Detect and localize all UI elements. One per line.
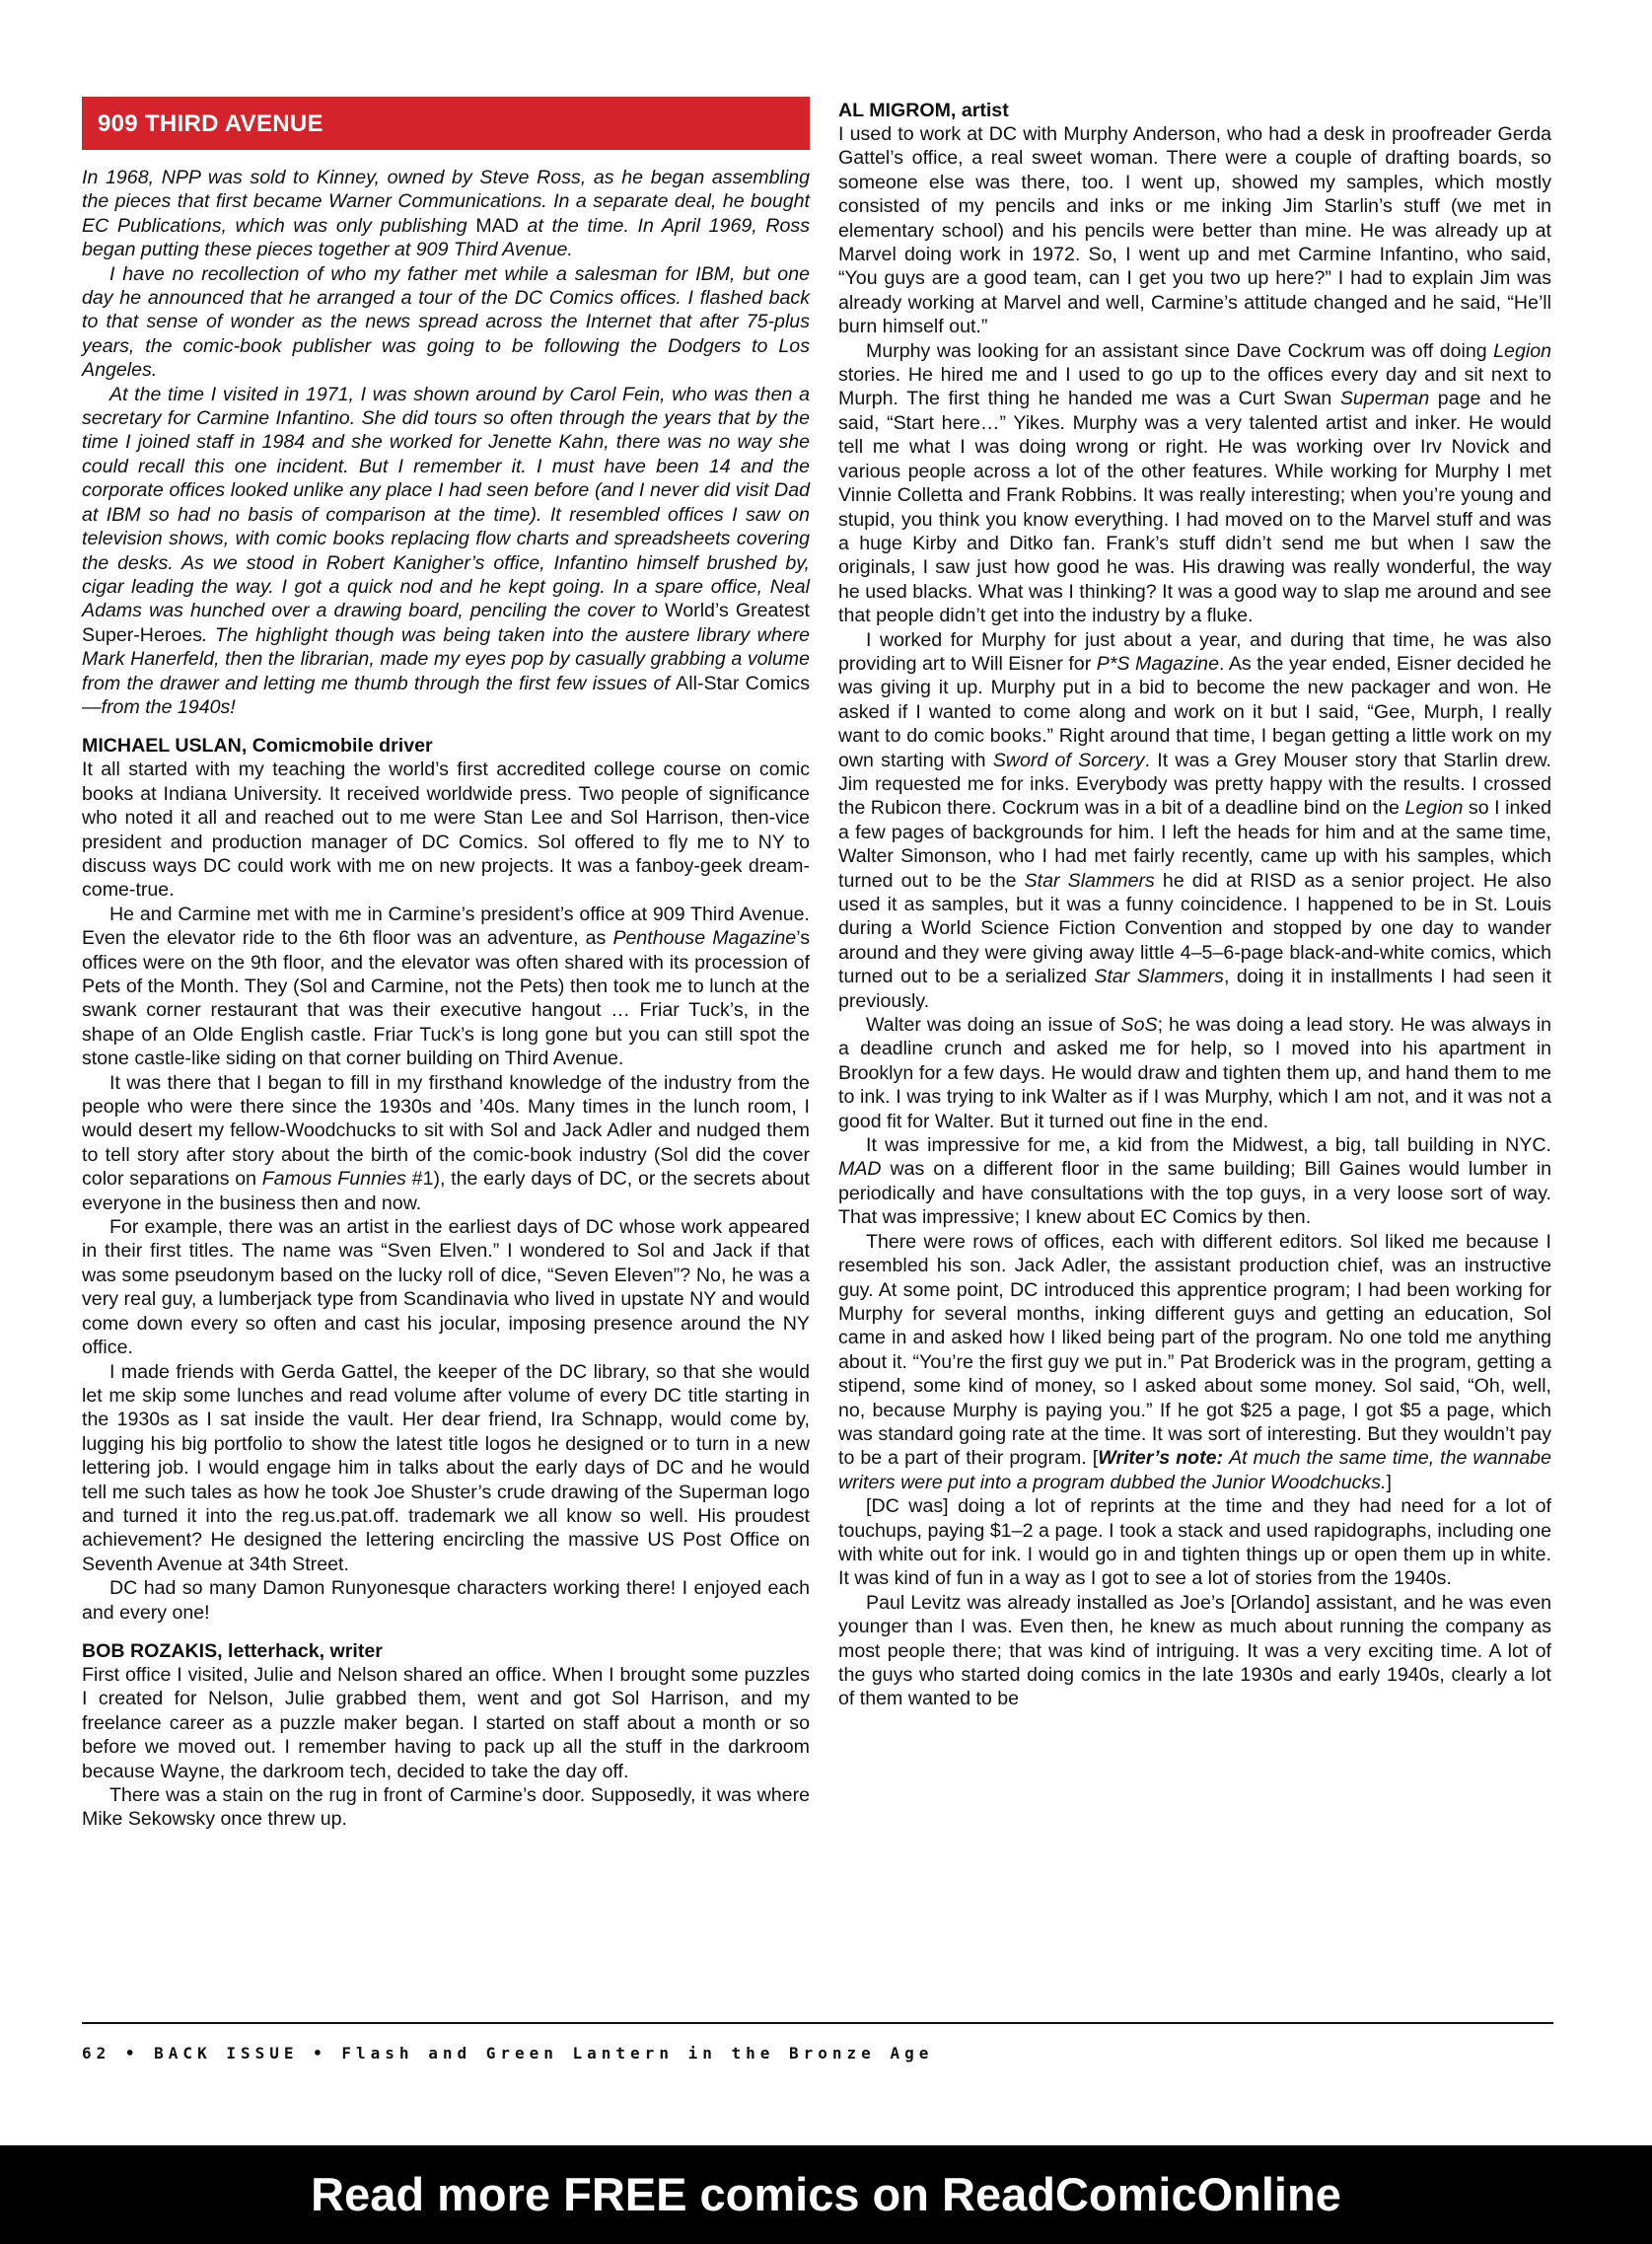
uslan-paragraph: It was there that I began to fill in my firsthand knowledge of the industry from the people who were there since the 1930s and ’40s. Many times in the lunch room, I would desert my fellow-Woodchucks to sit with Sol and Jack Adler and nudged them to tell story after story about the birth of the comic-book industry (Sol did the cover color separations on Famous Funnies #1), the early days of DC, or the secrets about everyone in the business then and now. bbox=[82, 1071, 810, 1214]
emphasized-title: World’s Greatest Super-Heroes bbox=[82, 600, 810, 646]
uslan-paragraph: For example, there was an artist in the earliest days of DC whose work appeared in their first titles. The name was “Sven Elven.” I wondered to Sol and Jack if that was some pseudonym based on the lucky roll of dice, “Seven Eleven”? No, he was a very real guy, a lumberjack type from Scandinavia who lived in upstate NY and would come down every so often and cast his jocular, imposing presence around the NY office. bbox=[82, 1216, 810, 1359]
intro-paragraph: At the time I visited in 1971, I was shown around by Carol Fein, who was then a secretary for Carmine Infantino. She did tours so often through the years that by the time I joined staff in 1984 and she worked for Jenette Kahn, there was no way she could recall this one incident. But I remember it. I must have been 14 and the corporate offices looked unlike any place I had seen before (and I never did visit Dad at IBM so had no basis of comparison at the time). It resembled offices I saw on television shows, with comic books replacing flow charts and spreadsheets covering the desks. As we stood in Robert Kanigher’s office, Infantino himself brushed by, cigar leading the way. I got a quick nod and he kept going. In a spare office, Neal Adams was hunched over a drawing board, penciling the cover to World’s Greatest Super-Heroes. The highlight though was being taken into the austere library where Mark Hanerfeld, then the librarian, made my eyes pop by casually grabbing a volume from the drawer and letting me thumb through the first few issues of All-Star Comics—from the 1940s! bbox=[82, 383, 810, 718]
migrom-paragraph: There were rows of offices, each with different editors. Sol liked me because I resembled his son. Jack Adler, the assistant production chief, was an instructive guy. At some point, DC introduced this apprentice program; I had been working for Murphy for several months, inking different guys and getting an education, Sol came in and asked how I liked being part of the program. No one told me anything about it. “You’re the first guy we put in.” Pat Broderick was in the program, getting a stipend, some kind of money, so I asked about some money. Sol said, “Oh, well, no, because Murphy is paying you.” If he got $25 a page, I got $5 a page, which was standard going rate at the time. It was sort of interesting. But they wouldn’t pay to be a part of their program. [Writer’s note: At much the same time, the wannabe writers were put into a program dubbed the Junior Woodchucks.] bbox=[838, 1230, 1551, 1493]
rozakis-paragraph: There was a stain on the rug in front of Carmine’s door. Supposedly, it was where Mike Sekowsky once threw up. bbox=[82, 1784, 810, 1831]
emphasized-title: Superman bbox=[1339, 388, 1430, 410]
emphasized-title: P*S Magazine bbox=[1096, 652, 1219, 675]
emphasized-title: MAD bbox=[475, 214, 519, 237]
migrom-paragraph: Walter was doing an issue of SoS; he was doing a lead story. He was always in a deadline crunch and asked me for help, so I moved into his apartment in Brooklyn for a few days. He would draw and tighten them up, and hand them to me to ink. I was trying to ink Walter as if I was Murphy, which I am not, and it was not a good fit for Walter. But it turned out fine in the end. bbox=[838, 1014, 1551, 1132]
emphasized-title: Star Slammers bbox=[1024, 869, 1155, 892]
uslan-paragraph: He and Carmine met with me in Carmine’s president’s office at 909 Third Avenue. Even the elevator ride to the 6th floor was an adventure, as Penthouse Magazine’s offices were on the 9th floor, and the elevator was often shared with its procession of Pets of the Month. They (Sol and Carmine, not the Pets) then took me to lunch at the swank corner restaurant that was their executive hangout … Friar Tuck’s, in the shape of an Olde English castle. Friar Tuck’s is long gone but you can still spot the stone castle-like siding on that corner building on Third Avenue. bbox=[82, 903, 810, 1070]
emphasized-title: MAD bbox=[838, 1158, 882, 1181]
uslan-paragraph: DC had so many Damon Runyonesque characters working there! I enjoyed each and every one! bbox=[82, 1577, 810, 1624]
migrom-paragraph: [DC was] doing a lot of reprints at the time and they had need for a lot of touchups, paying $1–2 a page. I took a stack and used rapidographs, including one with white out for ink. I would go in and tighten things up or open them up in white. It was kind of fun in a way as I got to see a lot of stories from the 1940s. bbox=[838, 1495, 1551, 1590]
migrom-paragraph: I worked for Murphy for just about a year, and during that time, he was also providing art to Will Eisner for P*S Magazine. As the year ended, Eisner decided he was giving it up. Murphy put in a bid to become the new packager and won. He asked if I wanted to come along and work on it but I said, “Gee, Murph, I really want to do comic books.” Right around that time, I began getting a little work on my own starting with Sword of Sorcery. It was a Grey Mouser story that Starlin drew. Jim requested me for inks. Everybody was pretty happy with the results. I crossed the Rubicon there. Cockrum was in a bit of a deadline bind on the Legion so I inked a few pages of backgrounds for him. I left the heads for him and at the same time, Walter Simonson, who I had met fairly recently, came up with his samples, which turned out to be the Star Slammers he did at RISD as a senior project. He also used it as samples, but it was a funny coincidence. I happened to be in St. Louis during a World Science Fiction Convention and stopped by one day to wander around and they were giving away little 4–5–6-page black-and-white comics, which turned out to be a serialized Star Slammers, doing it in installments I had seen it previously. bbox=[838, 628, 1552, 1012]
migrom-paragraph: Murphy was looking for an assistant since Dave Cockrum was off doing Legion stories. He hired me and I used to go up to the offices every day and sit next to Murph. The first thing he handed me was a Curt Swan Superman page and he said, “Start here…” Yikes. Murphy was a very talented artist and inker. He would tell me what I was doing wrong or right. He was working over Irv Novick and various people across a lot of the other features. While working for Murphy I met Vinnie Colletta and Frank Robbins. It was really interesting; when you’re young and stupid, you think you know everything. I had moved on to the Marvel stuff and was a huge Kirby and Ditko fan. Frank’s stuff didn’t send me but when I saw the originals, I saw just how good he was. His drawing was really wonderful, the way he used blacks. What was I thinking? It was a good way to slap me around and see that people didn’t get into the industry by a fluke. bbox=[838, 339, 1552, 627]
uslan-paragraph: It all started with my teaching the world’s first accredited college course on comic books at Indiana University. It received worldwide press. Two people of significance who noted it all and reached out to me were Stan Lee and Sol Harrison, then-vice president and production manager of DC Comics. Sol offered to fly me to NY to discuss ways DC could work with me on new projects. It was a fanboy-geek dream-come-true. bbox=[82, 759, 810, 902]
migrom-paragraph: It was impressive for me, a kid from the Midwest, a big, tall building in NYC. MAD was on a different floor in the same building; Bill Gaines would lumber in periodically and have consultations with the top guys, in a very loose sort of way. That was impressive; I knew about EC Comics by then. bbox=[838, 1134, 1551, 1229]
promo-banner[interactable]: Read more FREE comics on ReadComicOnline bbox=[0, 2145, 1652, 2244]
emphasized-title: Star Slammers bbox=[1094, 966, 1224, 988]
emphasized-title: At much the same time, the wannabe writers were put into a program dubbed the Junior Woodchucks. bbox=[838, 1447, 1551, 1493]
emphasized-title: Writer’s note: bbox=[1098, 1447, 1224, 1470]
intro-paragraph: I have no recollection of who my father met while a salesman for IBM, but one day he announced that he arranged a tour of the DC Comics offices. I flashed back to that sense of wonder as the news spread across the Internet that after 75-plus years, the comic-book publisher was going to be following the Dodgers to Los Angeles. bbox=[82, 262, 810, 382]
migrom-paragraph: Paul Levitz was already installed as Joe’s [Orlando] assistant, and he was even younger than I was. Even then, he knew as much about running the company as most people there; that was kind of intriguing. It was a very exciting time. A lot of the guys who started doing comics in the late 1930s and early 1940s, clearly a lot of them wanted to be bbox=[838, 1591, 1551, 1710]
emphasized-title: Legion bbox=[1493, 339, 1551, 362]
emphasized-title: Legion bbox=[1404, 797, 1464, 820]
emphasized-title: Penthouse Magazine bbox=[612, 927, 797, 950]
left-column bbox=[82, 97, 810, 1832]
page-footer: 62 • BACK ISSUE • Flash and Green Lantern in the Bronze Age bbox=[82, 2044, 934, 2063]
speaker-uslan: MICHAEL USLAN, Comicmobile driver bbox=[82, 735, 433, 758]
emphasized-title: SoS bbox=[1120, 1014, 1158, 1037]
rozakis-paragraph: First office I visited, Julie and Nelson shared an office. When I brought some puzzles I created for Nelson, Julie grabbed them, went and got Sol Harrison, and my freelance career as a puzzle maker began. I started on staff about a month or so before we moved out. I remember having to pack up all the stuff in the darkroom because Wayne, the darkroom tech, decided to take the day off. bbox=[82, 1663, 810, 1782]
uslan-paragraph: I made friends with Gerda Gattel, the keeper of the DC library, so that she would let me skip some lunches and read volume after volume of every DC title starting in the 1930s as I sat inside the vault. Her dear friend, Ira Schnapp, would come by, lugging his big portfolio to show the latest title logos he designed or to turn in a new lettering job. I would engage him in talks about the early days of DC and he would tell me such tales as how he took Joe Shuster’s crude drawing of the Superman logo and turned it into the reg.us.pat.off. trademark we all know so well. His proudest achievement? He designed the lettering encircling the massive US Post Office on Seventh Avenue at 34th Street. bbox=[82, 1360, 810, 1575]
emphasized-title: All-Star Comics bbox=[676, 672, 810, 694]
intro-paragraph: In 1968, NPP was sold to Kinney, owned by Steve Ross, as he began assembling the pieces that first became Warner Communications. In a separate deal, he bought EC Publications, which was only publishing MAD at the time. In April 1969, Ross began putting these pieces together at 909 Third Avenue. bbox=[82, 167, 810, 261]
migrom-paragraph: I used to work at DC with Murphy Anderson, who had a desk in proofreader Gerda Gattel’s office, a real sweet woman. There were a couple of drafting boards, so someone else was there, too. I went up, showed my samples, which mostly consisted of my pencils and inks or me inking Jim Starlin’s stuff (we met in elementary school) and his pencils were better than mine. He was already up at Marvel doing work in 1972. So, I went up and met Carmine Infantino, who said, “You guys are a good team, can I get you two up here?” I had to explain Jim was already working at Marvel and well, Carmine’s attitude changed and he said, “He’ll burn himself out.” bbox=[838, 123, 1551, 338]
intro-text bbox=[82, 166, 810, 719]
speaker-migrom: AL MIGROM, artist bbox=[838, 100, 1009, 121]
right-column bbox=[838, 99, 1551, 1711]
emphasized-title: Famous Funnies bbox=[261, 1168, 406, 1191]
speaker-rozakis: BOB ROZAKIS, letterhack, writer bbox=[82, 1639, 383, 1662]
footer-rule bbox=[82, 2022, 1553, 2024]
section-title: 909 THIRD AVENUE bbox=[82, 97, 810, 150]
emphasized-title: Sword of Sorcery bbox=[992, 749, 1145, 771]
